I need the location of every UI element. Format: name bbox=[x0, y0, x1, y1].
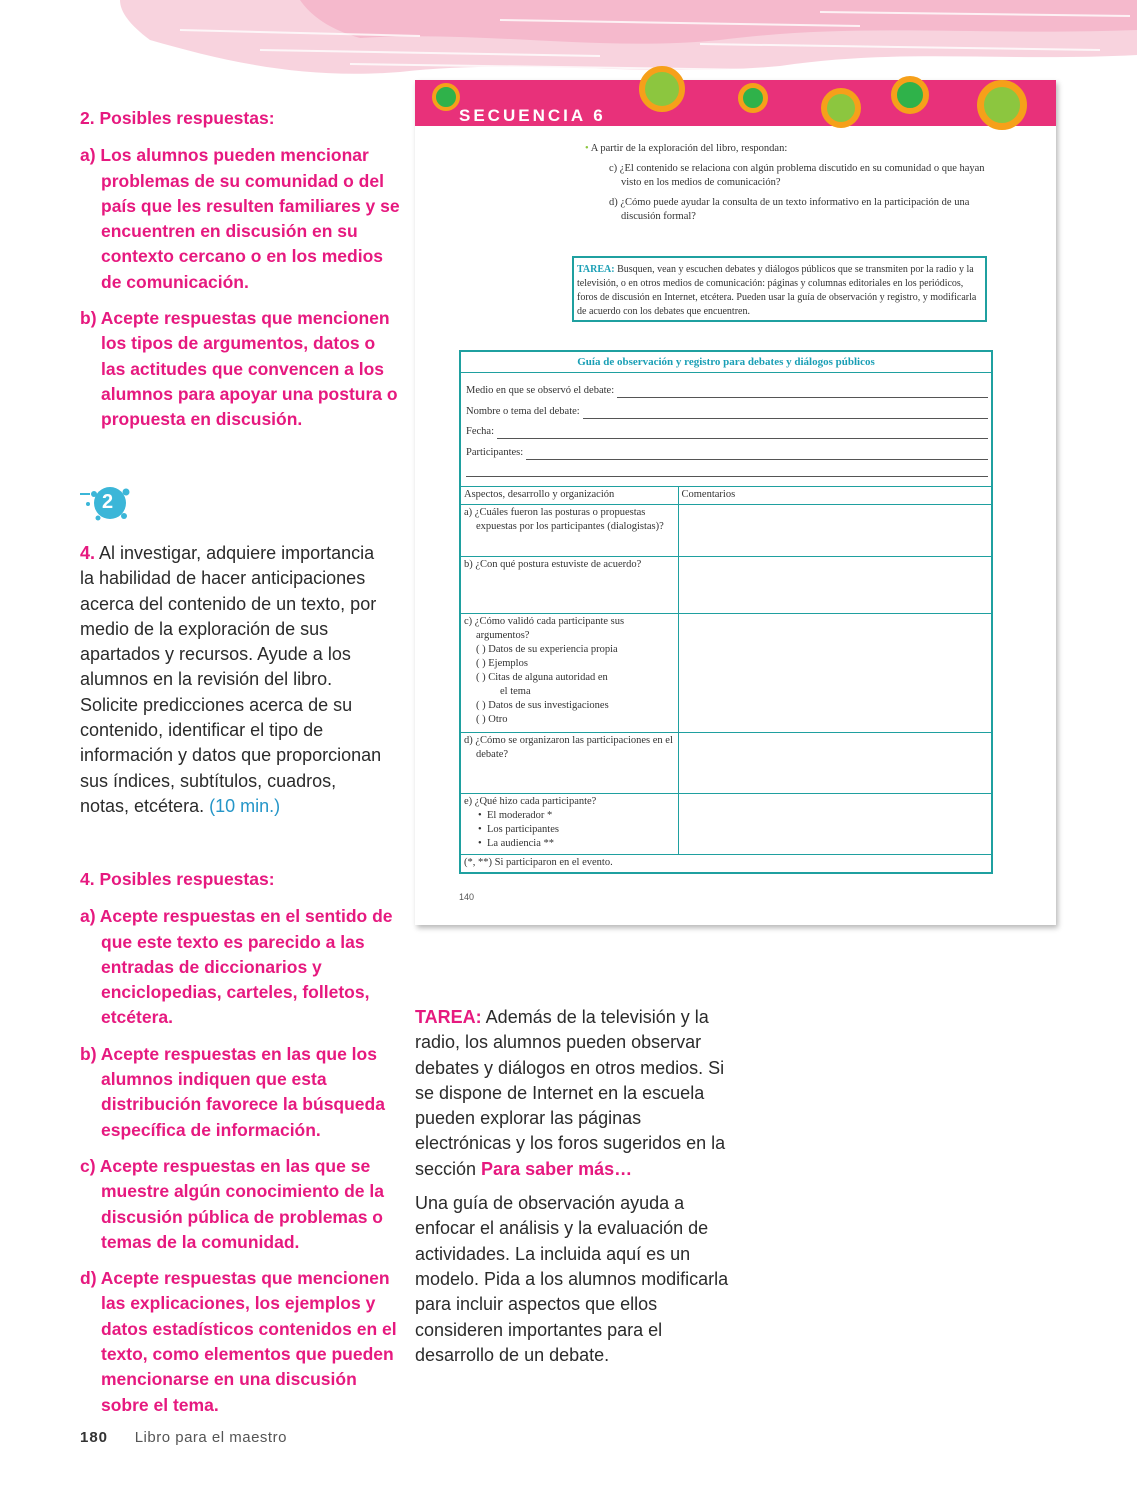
page-number: 180 bbox=[80, 1429, 109, 1446]
question-d: d) ¿Cómo puede ayudar la consulta de un texto informativo en la participación de una discusión formal? bbox=[609, 197, 970, 222]
activity4-block bbox=[80, 541, 385, 819]
guide-title: Guía de observación y registro para debates y diálogos públicos bbox=[461, 352, 991, 373]
field-medio: Medio en que se observó el debate: bbox=[466, 384, 988, 398]
blank-line bbox=[466, 476, 988, 477]
tarea-note-label: TAREA: bbox=[415, 1007, 482, 1027]
column-header-aspectos: Aspectos, desarrollo y organización bbox=[461, 487, 678, 505]
textbook-page-image bbox=[415, 80, 1056, 925]
activity4-number: 4. bbox=[80, 543, 96, 563]
activity4-time: (10 min.) bbox=[209, 795, 281, 816]
page-footer bbox=[80, 1429, 287, 1446]
tarea-note-link: Para saber más… bbox=[481, 1158, 633, 1179]
column-header-comentarios: Comentarios bbox=[678, 487, 991, 505]
textbook-page-number: 140 bbox=[459, 892, 475, 902]
row-a: a) ¿Cuáles fueron las posturas o propuestas expuestas por los participantes (dialogistas)? bbox=[464, 507, 664, 532]
section4-block bbox=[80, 867, 400, 1429]
row-b: b) ¿Con qué postura estuviste de acuerdo? bbox=[464, 559, 642, 570]
left-column bbox=[80, 106, 400, 444]
section4-answer-a: a) Acepte respuestas en el sentido de que este texto es parecido a las entradas de diccionarios y enciclopedias, carteles, folletos, etcétera. bbox=[80, 906, 393, 1028]
row-c-option: ( ) Datos de su experiencia propia bbox=[476, 644, 618, 655]
observation-guide-table bbox=[459, 350, 993, 874]
row-e: e) ¿Qué hizo cada participante? bbox=[464, 796, 597, 807]
comment-cell-b bbox=[678, 557, 991, 614]
comment-cell-c bbox=[678, 614, 991, 733]
comment-cell-d bbox=[678, 733, 991, 794]
field-nombre: Nombre o tema del debate: bbox=[466, 405, 988, 419]
row-e-item: • La audiencia ** bbox=[478, 838, 554, 849]
guide-footnote: (*, **) Si participaron en el evento. bbox=[461, 855, 991, 872]
exploration-questions: • A partir de la exploración del libro, respondan: c) ¿El contenido se relaciona con algún problema discutido en su comunidad o que hayan visto en los medios de comunicación? d) ¿Cómo puede ayudar la consulta de un texto informativo en la participación de una discusión formal? bbox=[585, 142, 1005, 230]
tarea-box bbox=[572, 256, 987, 322]
activity4-text: Al investigar, adquiere importancia la habilidad de hacer anticipaciones acerca del contenido de un texto, por medio de la exploración de sus apartados y recursos. Ayude a los alumnos en la revisión del libro. Solicite predicciones acerca de su contenido, identificar el tipo de información y datos que proporcionan sus índices, subtítulos, cuadros, notas, etcétera. bbox=[80, 543, 382, 816]
section2-title: 2. Posibles respuestas: bbox=[80, 108, 275, 128]
row-c-option: ( ) Citas de alguna autoridad en bbox=[476, 672, 608, 683]
row-e-item: • Los participantes bbox=[478, 824, 559, 835]
section2-answer-a: a) Los alumnos pueden mencionar problemas de su comunidad o del país que les resulten familiares y se encuentren en discusión en su contexto cercano o en los medios de comunicación. bbox=[80, 145, 400, 292]
row-c-option-cont: el tema bbox=[500, 686, 531, 697]
tarea-box-text: Busquen, vean y escuchen debates y diálogos públicos que se transmiten por la radio y la televisión, o en otros medios de comunicación: páginas y columnas editoriales en los periódicos, foros de discusión en Internet, etcétera. Pueden usar la guía de observación y registro, y modificarla de acuerdo con los debates que encuentren. bbox=[577, 264, 977, 317]
row-c-option: ( ) Ejemplos bbox=[476, 658, 528, 669]
section4-title: 4. Posibles respuestas: bbox=[80, 869, 275, 889]
section4-answer-d: d) Acepte respuestas que mencionen las explicaciones, los ejemplos y datos estadísticos contenidos en el texto, como elementos que pueden mencionarse en una discusión sobre el tema. bbox=[80, 1268, 397, 1415]
row-d: d) ¿Cómo se organizaron las participaciones en el debate? bbox=[464, 735, 673, 760]
field-participantes: Participantes: bbox=[466, 446, 988, 460]
row-e-item: • El moderador * bbox=[478, 810, 553, 821]
comment-cell-a bbox=[678, 505, 991, 557]
tarea-note bbox=[415, 1005, 735, 1182]
field-fecha: Fecha: bbox=[466, 425, 988, 439]
guia-note: Una guía de observación ayuda a enfocar el análisis y la evaluación de actividades. La incluida aquí es un modelo. Pida a los alumnos modificarla para incluir aspectos que ellos consideren importantes para el desarrollo de un debate. bbox=[415, 1193, 729, 1365]
tarea-note-text: Además de la televisión y la radio, los alumnos pueden observar debates y diálogos en otros medios. Si se dispone de Internet en la escuela pueden explorar las páginas electrónicas y los foros sugeridos en la sección bbox=[415, 1007, 726, 1179]
exploration-intro: A partir de la exploración del libro, respondan: bbox=[590, 143, 788, 154]
row-c-option: ( ) Datos de sus investigaciones bbox=[476, 700, 609, 711]
row-c-option: ( ) Otro bbox=[476, 714, 508, 725]
tarea-box-label: TAREA: bbox=[577, 264, 615, 275]
top-decorative-band bbox=[0, 0, 1137, 80]
question-c: c) ¿El contenido se relaciona con algún problema discutido en su comunidad o que hayan visto en los medios de comunicación? bbox=[609, 163, 985, 188]
section2-answer-b: b) Acepte respuestas que mencionen los tipos de argumentos, datos o las actitudes que convencen a los alumnos para apoyar una postura o propuesta en discusión. bbox=[80, 308, 398, 430]
splash-number: 2 bbox=[102, 491, 114, 513]
activity-number-splash bbox=[80, 480, 132, 526]
guide-grid bbox=[461, 486, 991, 871]
section4-answer-c: c) Acepte respuestas en las que se muestre algún conocimiento de la discusión pública de problemas o temas de la comunidad. bbox=[80, 1155, 384, 1252]
book-title: Libro para el maestro bbox=[134, 1429, 287, 1446]
section4-answer-b: b) Acepte respuestas en las que los alumnos indiquen que esta distribución favorece la búsqueda específica de información. bbox=[80, 1043, 385, 1140]
sequence-title: SECUENCIA 6 bbox=[459, 106, 606, 125]
row-c: c) ¿Cómo validó cada participante sus argumentos? bbox=[464, 616, 625, 641]
comment-cell-e bbox=[678, 794, 991, 855]
right-column bbox=[415, 1005, 735, 1377]
